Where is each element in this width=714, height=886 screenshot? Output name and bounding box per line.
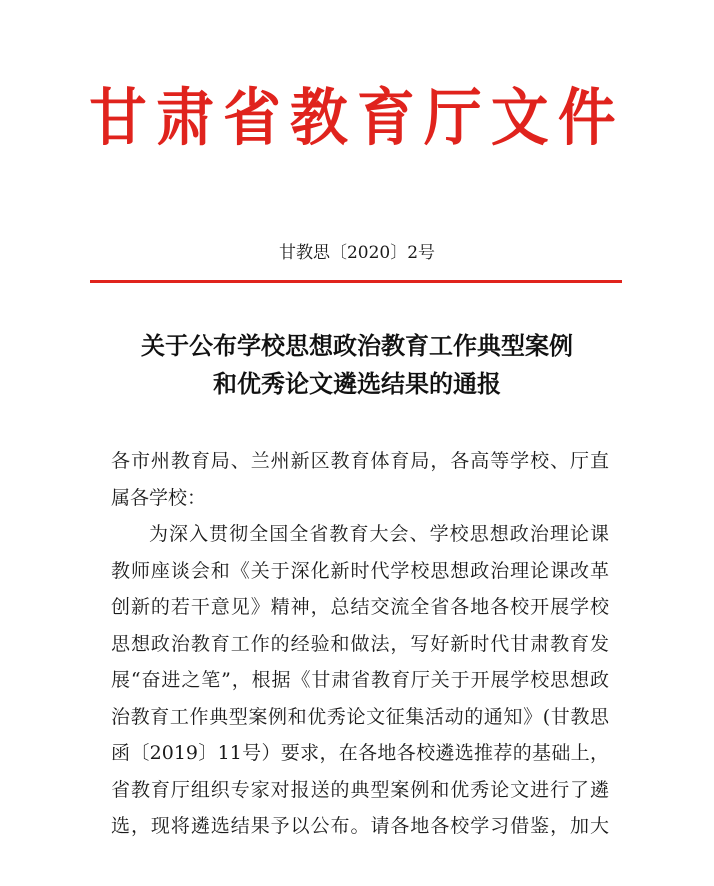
document-title [60,327,654,403]
body-line: 治教育工作典型案例和优秀论文征集活动的通知》(甘教思 [111,705,609,728]
recipients-line-2: 属各学校： [111,486,207,509]
document-number: 甘教思〔2020〕2号 [278,243,436,263]
body-line: 展“奋进之笔”，根据《甘肃省教育厅关于开展学校思想政 [111,669,609,691]
title-line-1: 关于公布学校思想政治教育工作典型案例 [141,331,573,360]
body-line: 为深入贯彻全国全省教育大会、学校思想政治理论课 [149,523,609,545]
body-line: 省教育厅组织专家对报送的典型案例和优秀论文进行了遴 [111,778,609,801]
recipients-line-1: 各市州教育局、兰州新区教育体育局，各高等学校、厅直 [111,450,609,472]
title-line-2: 和优秀论文遴选结果的通报 [213,369,501,398]
body-line: 思想政治教育工作的经验和做法，写好新时代甘肃教育发 [111,632,609,655]
body-line: 选，现将遴选结果予以公布。请各地各校学习借鉴，加大 [111,815,609,837]
document-body [111,443,609,845]
issuer-heading: 甘肃省教育厅文件 [89,81,625,154]
body-line: 创新的若干意见》精神，总结交流全省各地各校开展学校 [111,596,609,618]
red-separator-line [90,280,622,283]
body-line: 函〔2019〕11号）要求，在各地各校遴选推荐的基础上， [111,742,609,764]
body-line: 教师座谈会和《关于深化新时代学校思想政治理论课改革 [111,559,609,582]
